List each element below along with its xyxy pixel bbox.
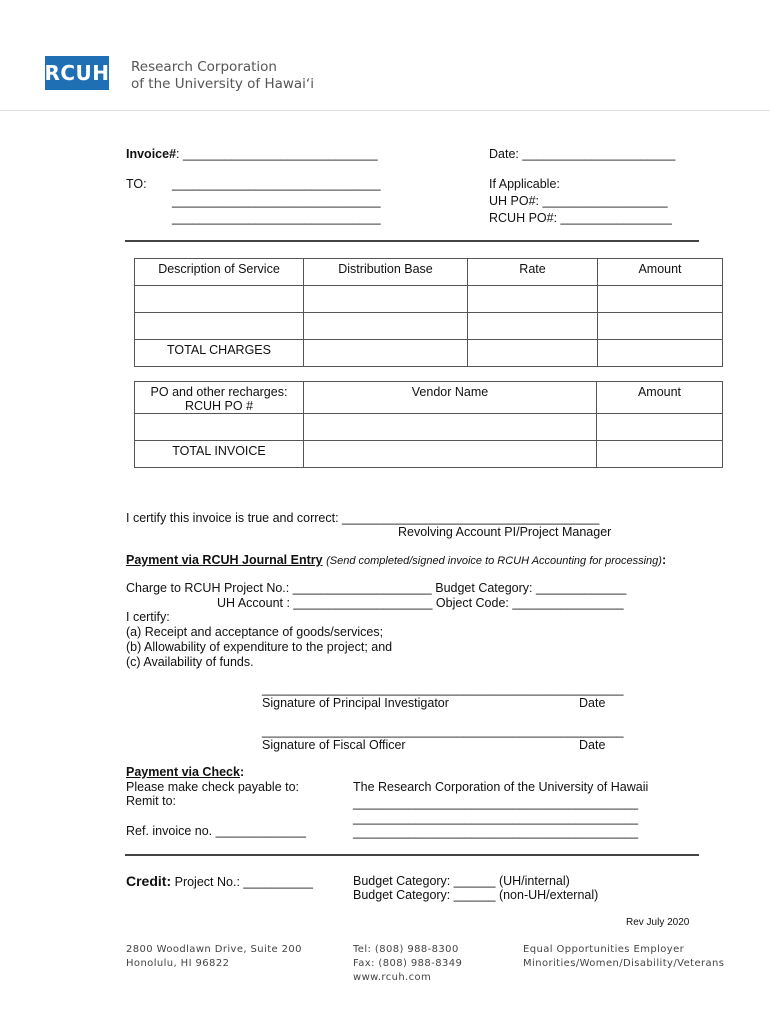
table-cell — [598, 286, 723, 313]
budget-category-non-uh: Budget Category: ______ (non-UH/external) — [353, 888, 599, 902]
to-label: TO: — [126, 177, 147, 191]
rcuh-logo: RCUH — [45, 56, 109, 90]
journal-note: (Send completed/signed invoice to RCUH Accounting for processing) — [326, 555, 662, 567]
journal-colon: : — [661, 553, 667, 567]
table-cell — [468, 286, 598, 313]
table-cell — [135, 414, 304, 441]
table-cell — [598, 340, 723, 367]
col-amount: Amount — [598, 259, 723, 286]
col-distribution-base: Distribution Base — [304, 259, 468, 286]
footer-tel: Tel: (808) 988-8300 — [353, 944, 459, 955]
pi-signature-label: Signature of Principal Investigator — [262, 696, 449, 710]
payee-name: The Research Corporation of the University of Hawaii — [353, 780, 649, 794]
footer-fax: Fax: (808) 988-8349 — [353, 958, 463, 969]
table-cell — [468, 313, 598, 340]
header-divider — [0, 110, 770, 111]
table-cell — [304, 414, 597, 441]
credit-project-no: Project No.: __________ — [174, 875, 313, 889]
col-rate: Rate — [468, 259, 598, 286]
pi-signature-line: ____________________________________________________ — [262, 682, 624, 696]
total-invoice-label: TOTAL INVOICE — [135, 441, 304, 468]
service-table-header — [135, 259, 723, 286]
check-heading-text: Payment via Check — [126, 765, 240, 779]
pi-date-label: Date — [579, 696, 606, 710]
table-cell — [597, 414, 723, 441]
to-line-2: ______________________________ — [172, 194, 381, 208]
table-row — [135, 313, 723, 340]
footer-contact — [353, 943, 462, 985]
certify-item-b: (b) Allowability of expenditure to the project; and — [126, 640, 393, 654]
budget-category-uh: Budget Category: ______ (UH/internal) — [353, 874, 570, 888]
footer-web: www.rcuh.com — [353, 972, 432, 983]
table-cell — [597, 441, 723, 468]
table-row — [135, 414, 723, 441]
section-divider-bottom — [125, 854, 699, 856]
uh-po-field: UH PO#: __________________ — [489, 194, 668, 208]
credit-label: Credit: — [126, 873, 172, 889]
certify-role: Revolving Account PI/Project Manager — [398, 525, 612, 539]
certify-line: I certify this invoice is true and correct: _____________________________________ — [126, 511, 600, 525]
org-name-line1: Research Corporation — [131, 59, 277, 75]
fiscal-signature-label: Signature of Fiscal Officer — [262, 738, 406, 752]
table-cell — [468, 340, 598, 367]
fiscal-signature-line: ____________________________________________________ — [262, 724, 624, 738]
i-certify-label: I certify: — [126, 610, 170, 624]
total-charges-row — [135, 340, 723, 367]
journal-heading-text: Payment via RCUH Journal Entry — [126, 553, 323, 567]
recharge-table-header — [135, 382, 723, 414]
table-cell — [304, 441, 597, 468]
table-cell — [135, 286, 304, 313]
date-field: Date: ______________________ — [489, 147, 676, 161]
to-line-3: ______________________________ — [172, 211, 381, 225]
invoice-label: Invoice# — [126, 147, 177, 161]
total-charges-label: TOTAL CHARGES — [135, 340, 304, 367]
to-line-1: ______________________________ — [172, 177, 381, 191]
remit-line-2: _________________________________________ — [353, 811, 639, 825]
check-colon: : — [239, 765, 245, 779]
org-name — [131, 59, 314, 93]
invoice-number-field — [126, 147, 378, 161]
payable-to-label: Please make check payable to: — [126, 780, 300, 794]
eoe-line-2: Minorities/Women/Disability/Veterans — [523, 958, 725, 969]
charge-project-line: Charge to RCUH Project No.: ____________________ Budget Category: _____________ — [126, 581, 627, 595]
certify-item-a: (a) Receipt and acceptance of goods/services; — [126, 625, 384, 639]
address-line-1: 2800 Woodlawn Drive, Suite 200 — [126, 944, 302, 955]
uh-account-line: UH Account : ____________________ Object Code: ________________ — [217, 596, 624, 610]
remit-line-1: _________________________________________ — [353, 796, 639, 810]
fiscal-date-label: Date — [579, 738, 606, 752]
certify-item-c: (c) Availability of funds. — [126, 655, 254, 669]
col-po-recharges: PO and other recharges: RCUH PO # — [135, 382, 304, 414]
credit-field — [126, 873, 313, 889]
ref-invoice-field: Ref. invoice no. _____________ — [126, 824, 307, 838]
col-amount: Amount — [597, 382, 723, 414]
journal-entry-heading — [126, 553, 666, 567]
table-cell — [304, 286, 468, 313]
recharge-table — [134, 381, 723, 468]
table-cell — [598, 313, 723, 340]
check-heading — [126, 765, 244, 779]
col-description: Description of Service — [135, 259, 304, 286]
rcuh-po-field: RCUH PO#: ________________ — [489, 211, 672, 225]
table-cell — [135, 313, 304, 340]
service-table — [134, 258, 723, 367]
footer-eoe — [523, 943, 724, 971]
section-divider-top — [125, 240, 699, 242]
footer-address — [126, 943, 302, 971]
org-name-line2: of the University of Hawaiʻi — [131, 76, 314, 92]
table-cell — [304, 340, 468, 367]
address-line-2: Honolulu, HI 96822 — [126, 958, 230, 969]
remit-line-3: _________________________________________ — [353, 825, 639, 839]
if-applicable-label: If Applicable: — [489, 177, 560, 191]
invoice-blank: : ____________________________ — [176, 147, 378, 161]
total-invoice-row — [135, 441, 723, 468]
remit-to-label: Remit to: — [126, 794, 177, 808]
eoe-line-1: Equal Opportunities Employer — [523, 944, 685, 955]
table-row — [135, 286, 723, 313]
table-cell — [304, 313, 468, 340]
revision-date: Rev July 2020 — [626, 917, 690, 928]
col-vendor-name: Vendor Name — [304, 382, 597, 414]
